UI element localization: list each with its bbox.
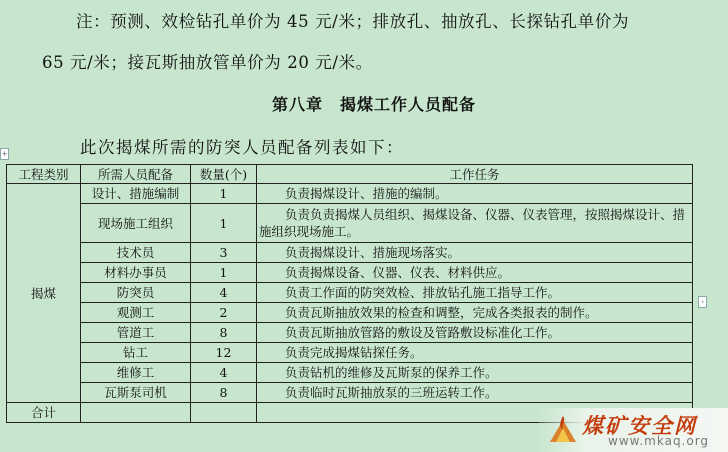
- count-cell: 8: [191, 383, 257, 403]
- task-cell: 负责瓦斯抽放效果的检查和调整，完成各类报表的制作。: [257, 303, 693, 323]
- role-cell: 管道工: [81, 323, 191, 343]
- header-role: 所需人员配备: [81, 165, 191, 184]
- site-name: 煤矿安全网: [582, 413, 697, 438]
- total-count-cell: [191, 403, 257, 423]
- note-line-2: 65 元/米；接瓦斯抽放管单价为 20 元/米。: [42, 53, 373, 72]
- task-cell: 负责揭煤设备、仪器、仪表、材料供应。: [257, 263, 693, 283]
- task-cell: 负责钻机的维修及瓦斯泵的保养工作。: [257, 363, 693, 383]
- category-cell: 揭煤: [7, 184, 81, 403]
- flame-mountain-icon: [548, 414, 578, 444]
- table-row: [7, 204, 693, 243]
- total-label: 合计: [7, 403, 81, 423]
- count-cell: 4: [191, 283, 257, 303]
- count-cell: 1: [191, 184, 257, 204]
- table-row: [7, 263, 693, 283]
- header-category: 工程类别: [7, 165, 81, 184]
- chapter-title: 第八章 揭煤工作人员配备: [272, 95, 477, 114]
- task-cell: 负责负责揭煤人员组织、揭煤设备、仪器、仪表管理，按照揭煤设计、措施组织现场施工。: [257, 204, 693, 243]
- total-role-cell: [81, 403, 191, 423]
- task-cell: 负责完成揭煤钻探任务。: [257, 343, 693, 363]
- table-row: [7, 323, 693, 343]
- role-cell: 瓦斯泵司机: [81, 383, 191, 403]
- count-cell: 1: [191, 204, 257, 243]
- task-cell: 负责揭煤设计、措施的编制。: [257, 184, 693, 204]
- table-row: [7, 383, 693, 403]
- count-cell: 2: [191, 303, 257, 323]
- staffing-table: [6, 164, 693, 423]
- left-margin-marker-icon[interactable]: +: [1, 150, 8, 158]
- role-cell: 材料办事员: [81, 263, 191, 283]
- count-cell: 1: [191, 263, 257, 283]
- header-task: 工作任务: [257, 165, 693, 184]
- role-cell: 技术员: [81, 243, 191, 263]
- count-cell: 3: [191, 243, 257, 263]
- table-row: [7, 283, 693, 303]
- right-margin-marker-icon[interactable]: ›: [698, 296, 707, 308]
- table-row: [7, 303, 693, 323]
- role-cell: 现场施工组织: [81, 204, 191, 243]
- table-row: [7, 243, 693, 263]
- role-cell: 观测工: [81, 303, 191, 323]
- role-cell: 维修工: [81, 363, 191, 383]
- table-row: [7, 343, 693, 363]
- note-line-1: 注：预测、效检钻孔单价为 45 元/米；排放孔、抽放孔、长探钻孔单价为: [76, 12, 630, 31]
- count-cell: 12: [191, 343, 257, 363]
- table-row: [7, 184, 693, 204]
- table-row: [7, 363, 693, 383]
- header-count: 数量(个): [191, 165, 257, 184]
- role-cell: 钻工: [81, 343, 191, 363]
- task-cell: 负责揭煤设计、措施现场落实。: [257, 243, 693, 263]
- task-cell: 负责临时瓦斯抽放泵的三班运转工作。: [257, 383, 693, 403]
- task-cell: 负责瓦斯抽放管路的敷设及管路敷设标准化工作。: [257, 323, 693, 343]
- site-url[interactable]: www.mkaq.org: [608, 434, 710, 448]
- count-cell: 8: [191, 323, 257, 343]
- role-cell: 设计、措施编制: [81, 184, 191, 204]
- role-cell: 防突员: [81, 283, 191, 303]
- site-watermark-logo: [538, 408, 728, 452]
- intro-paragraph: 此次揭煤所需的防突人员配备列表如下：: [80, 138, 404, 157]
- table-header-row: [7, 165, 693, 184]
- count-cell: 4: [191, 363, 257, 383]
- task-cell: 负责工作面的防突效检、排放钻孔施工指导工作。: [257, 283, 693, 303]
